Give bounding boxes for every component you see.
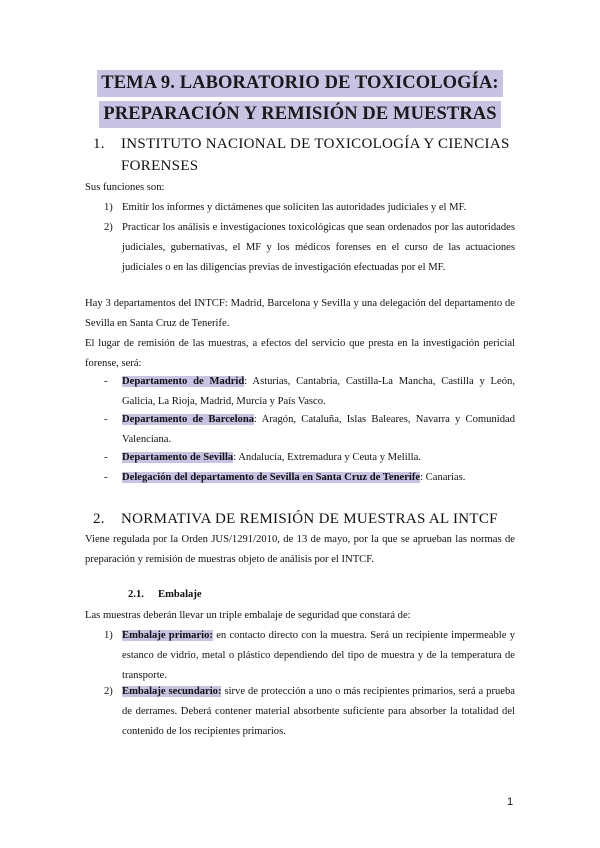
place-label: Departamento de Barcelona: [122, 414, 255, 425]
list-marker: 1): [104, 630, 113, 641]
section-2-number: 2.: [93, 511, 105, 527]
title-line-1: TEMA 9. LABORATORIO DE TOXICOLOGÍA:: [97, 70, 502, 97]
section-2-heading: [95, 508, 515, 530]
section-1-number: 1.: [93, 136, 105, 152]
subsection-2-1-heading: [128, 586, 202, 604]
list-marker: 2): [104, 222, 113, 233]
list-marker: 1): [104, 202, 113, 213]
document-title: [0, 70, 600, 128]
place-label: Departamento de Madrid: [122, 376, 245, 387]
place-label: Delegación del departamento de Sevilla en Santa Cruz de Tenerife: [122, 472, 421, 483]
place-label: Departamento de Sevilla: [122, 452, 234, 463]
place-item-madrid: [104, 372, 515, 412]
function-item-2: [104, 218, 515, 278]
place-text: : Andalucía, Extremadura y Ceuta y Melilla.: [233, 452, 421, 463]
subsection-intro: Las muestras deberán llevar un triple embalaje de seguridad que constará de:: [85, 610, 411, 621]
place-item-sevilla: [104, 448, 515, 468]
section-2-title: NORMATIVA DE REMISIÓN DE MUESTRAS AL INTCF: [121, 511, 498, 527]
section-2-intro: Viene regulada por la Orden JUS/1291/2010, de 13 de mayo, por la que se aprueban las normas de preparación y remisión de muestras objeto de análisis por el INTCF.: [85, 534, 515, 565]
place-text: : Asturias, Cantabria, Castilla-La Mancha, Castilla y León, Galicia, La Rioja, Madrid, Murcia y País Vasco.: [122, 376, 515, 407]
page-number: 1: [507, 796, 514, 808]
subsection-number: 2.1.: [128, 589, 144, 600]
section-1-heading: [95, 133, 515, 177]
departments-paragraph: Hay 3 departamentos del INTCF: Madrid, Barcelona y Sevilla y una delegación del departamento de Sevilla en Santa Cruz de Tenerife.: [85, 298, 515, 329]
list-marker: -: [104, 414, 108, 425]
section-1-intro: Sus funciones son:: [85, 182, 165, 193]
packaging-label: Embalaje primario:: [122, 630, 213, 641]
list-marker: -: [104, 376, 108, 387]
list-marker: 2): [104, 686, 113, 697]
place-text: : Canarias.: [420, 472, 466, 483]
remission-paragraph: El lugar de remisión de las muestras, a efectos del servicio que presta en la investigación pericial forense, será:: [85, 338, 515, 369]
place-text: : Aragón, Cataluña, Islas Baleares, Navarra y Comunidad Valenciana.: [122, 414, 515, 445]
title-line-2: PREPARACIÓN Y REMISIÓN DE MUESTRAS: [99, 101, 500, 128]
packaging-label: Embalaje secundario:: [122, 686, 222, 697]
subsection-title: Embalaje: [158, 589, 202, 600]
function-item-1: [104, 198, 515, 218]
list-marker: -: [104, 472, 108, 483]
function-text: Practicar los análisis e investigaciones toxicológicas que sean ordenados por las autoridades judiciales, gubernativas, el MF y los médicos forenses en el curso de las actuaciones judiciales o en las diligencias previas de investigación efectuadas por el MF.: [122, 222, 515, 273]
function-text: Emitir los informes y dictámenes que soliciten las autoridades judiciales y el MF.: [122, 202, 467, 213]
list-marker: -: [104, 452, 108, 463]
place-item-tenerife: [104, 468, 515, 488]
packaging-text: en contacto directo con la muestra. Será un recipiente impermeable y estanco de vidrio, metal o plástico dependiendo del tipo de muestra y de la temperatura de transporte.: [122, 630, 516, 681]
place-item-barcelona: [104, 410, 515, 450]
packaging-text: sirve de protección a uno o más recipientes primarios, será a prueba de derrames. Deberá contener material absorbente suficiente para absorber la totalidad del contenido de los recipientes primarios.: [122, 686, 515, 737]
packaging-item-secondary: [104, 682, 515, 742]
packaging-item-primary: [104, 626, 516, 686]
section-1-title: INSTITUTO NACIONAL DE TOXICOLOGÍA Y CIENCIAS FORENSES: [121, 136, 510, 174]
